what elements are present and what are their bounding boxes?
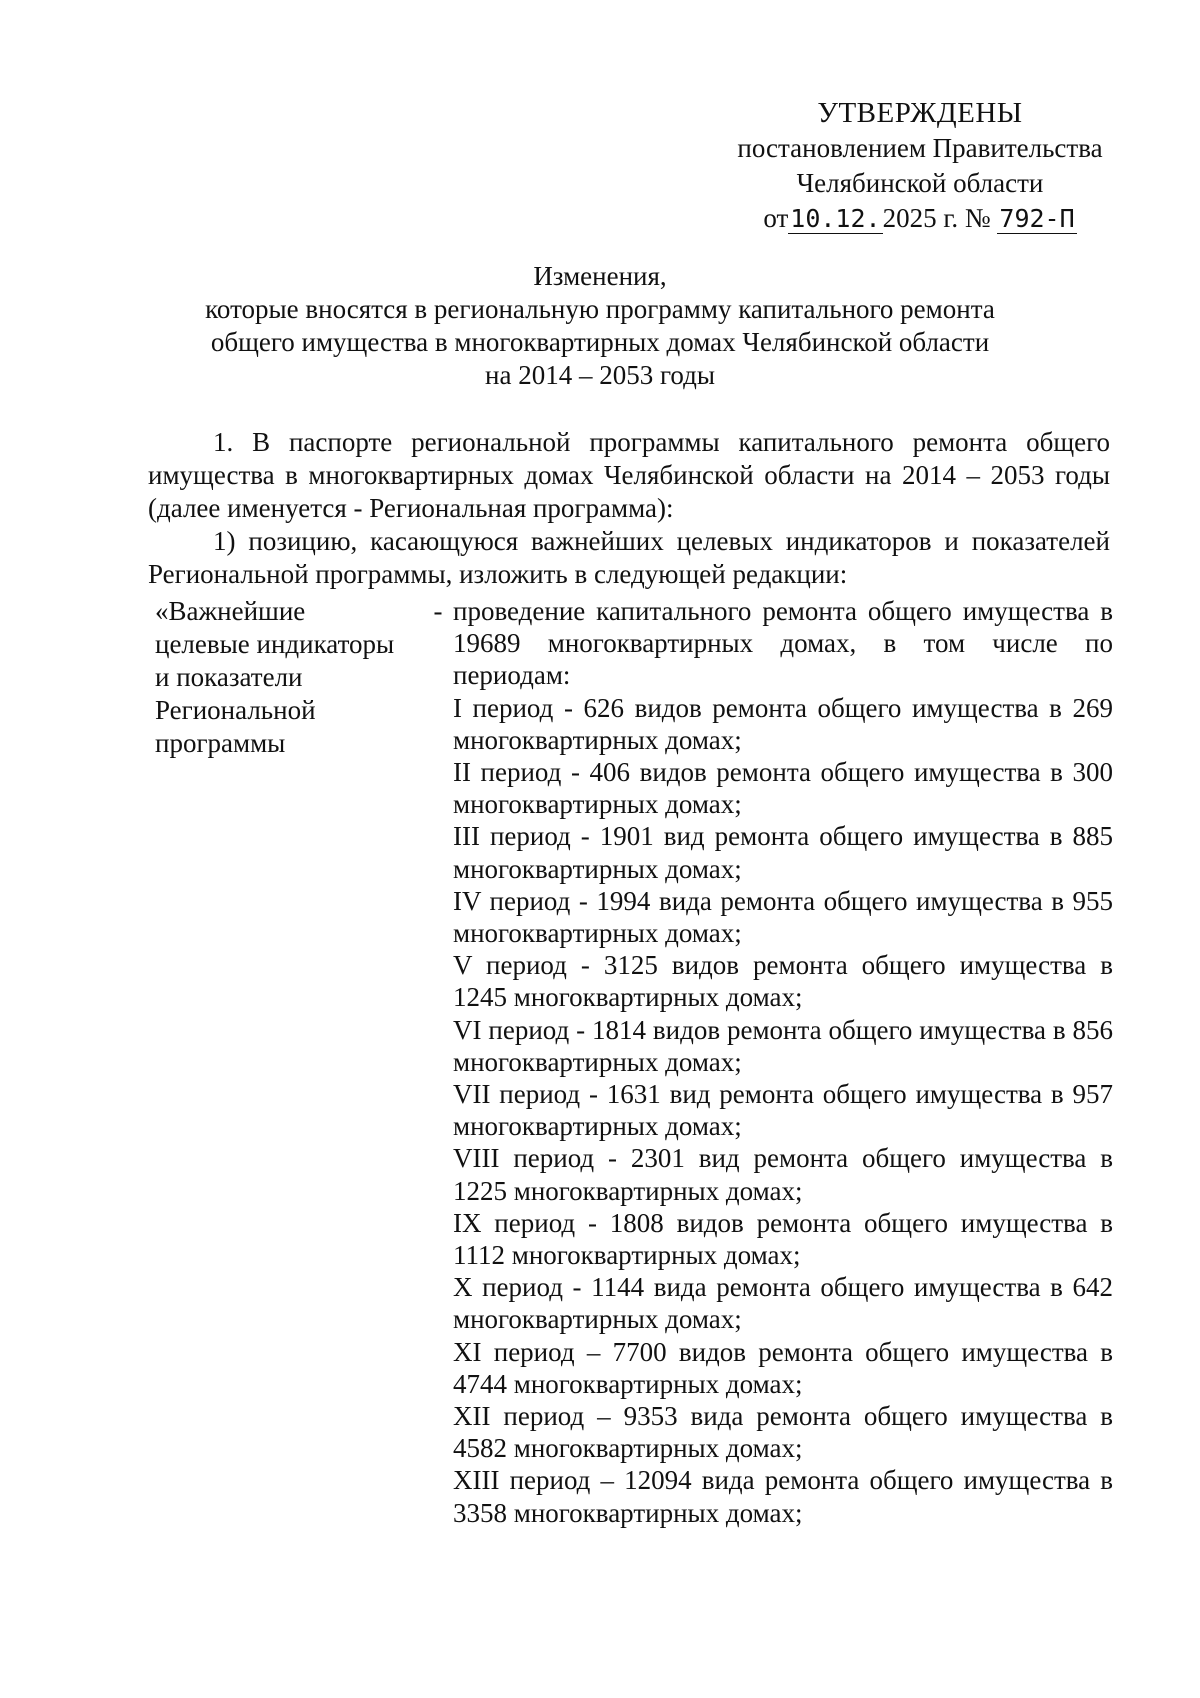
heading-line-3: на 2014 – 2053 годы — [485, 360, 715, 390]
approval-stamp: УТВЕРЖДЕНЫ — [817, 97, 1023, 129]
period-item: IX период - 1808 видов ремонта общего имущества в 1112 многоквартирных домах; — [453, 1207, 1113, 1271]
period-item: XII период – 9353 вида ремонта общего имущества в 4582 многоквартирных домах; — [453, 1401, 1113, 1464]
period-item: V период - 3125 видов ремонта общего имущества в 1245 многоквартирных домах; — [453, 950, 1113, 1013]
label-line: программы — [155, 728, 286, 758]
label-line: и показатели — [155, 662, 303, 692]
approval-line-2: Челябинской области — [796, 168, 1044, 198]
period-item: XIII период – 12094 вида ремонта общего имущества в 3358 многоквартирных домах; — [453, 1465, 1113, 1528]
paragraph-1: 1. В паспорте региональной программы капитального ремонта общего имущества в многоквартирных домах Челябинской области на 2014 – 2053 годы (далее именуется - Региональная программа): — [148, 427, 1110, 523]
opening-text: проведение капитального ремонта общего имущества в 19689 многоквартирных домах, в том числе по периодам: — [453, 596, 1113, 691]
period-item: VIII период - 2301 вид ремонта общего имущества в 1225 многоквартирных домах; — [453, 1143, 1113, 1206]
separator-dash: - — [433, 596, 443, 626]
period-item: II период - 406 видов ремонта общего имущества в 300 многоквартирных домах; — [453, 757, 1113, 820]
period-item: X период - 1144 вида ремонта общего имущества в 642 многоквартирных домах; — [453, 1272, 1113, 1335]
handwritten-date: 10.12. — [790, 204, 881, 233]
approval-block — [700, 96, 1140, 236]
label-line: целевые индикаторы — [155, 629, 395, 659]
date-prefix: от — [763, 203, 789, 233]
approval-date-line — [700, 201, 1140, 236]
period-item: I период - 626 видов ремонта общего имущества в 269 многоквартирных домах; — [453, 692, 1113, 755]
document-heading — [150, 260, 1050, 392]
intro-text — [148, 426, 1110, 591]
period-item: XI период – 7700 видов ремонта общего имущества в 4744 многоквартирных домах; — [453, 1336, 1113, 1399]
indicator-value-cell — [453, 595, 1113, 1529]
period-item: VI период - 1814 видов ремонта общего имущества в 856 многоквартирных домах; — [453, 1014, 1113, 1077]
date-year: 2025 г. № — [882, 203, 991, 233]
label-line: «Важнейшие — [155, 596, 306, 626]
label-line: Региональной — [155, 695, 316, 725]
handwritten-number: 792-П — [999, 204, 1075, 233]
heading-line-2: общего имущества в многоквартирных домах Челябинской области — [210, 327, 990, 357]
heading-line-1: которые вносятся в региональную программу капитального ремонта — [205, 294, 995, 324]
period-item: III период - 1901 вид ремонта общего имущества в 885 многоквартирных домах; — [453, 821, 1113, 884]
paragraph-2: 1) позицию, касающуюся важнейших целевых индикаторов и показателей Региональной программы, изложить в следующей редакции: — [148, 526, 1110, 589]
approval-line-1: постановлением Правительства — [737, 133, 1103, 163]
heading-title: Изменения, — [533, 261, 667, 291]
period-item: IV период - 1994 вида ремонта общего имущества в 955 многоквартирных домах; — [453, 885, 1113, 949]
period-item: VII период - 1631 вид ремонта общего имущества в 957 многоквартирных домах; — [453, 1079, 1113, 1142]
indicator-label-cell — [155, 595, 425, 760]
